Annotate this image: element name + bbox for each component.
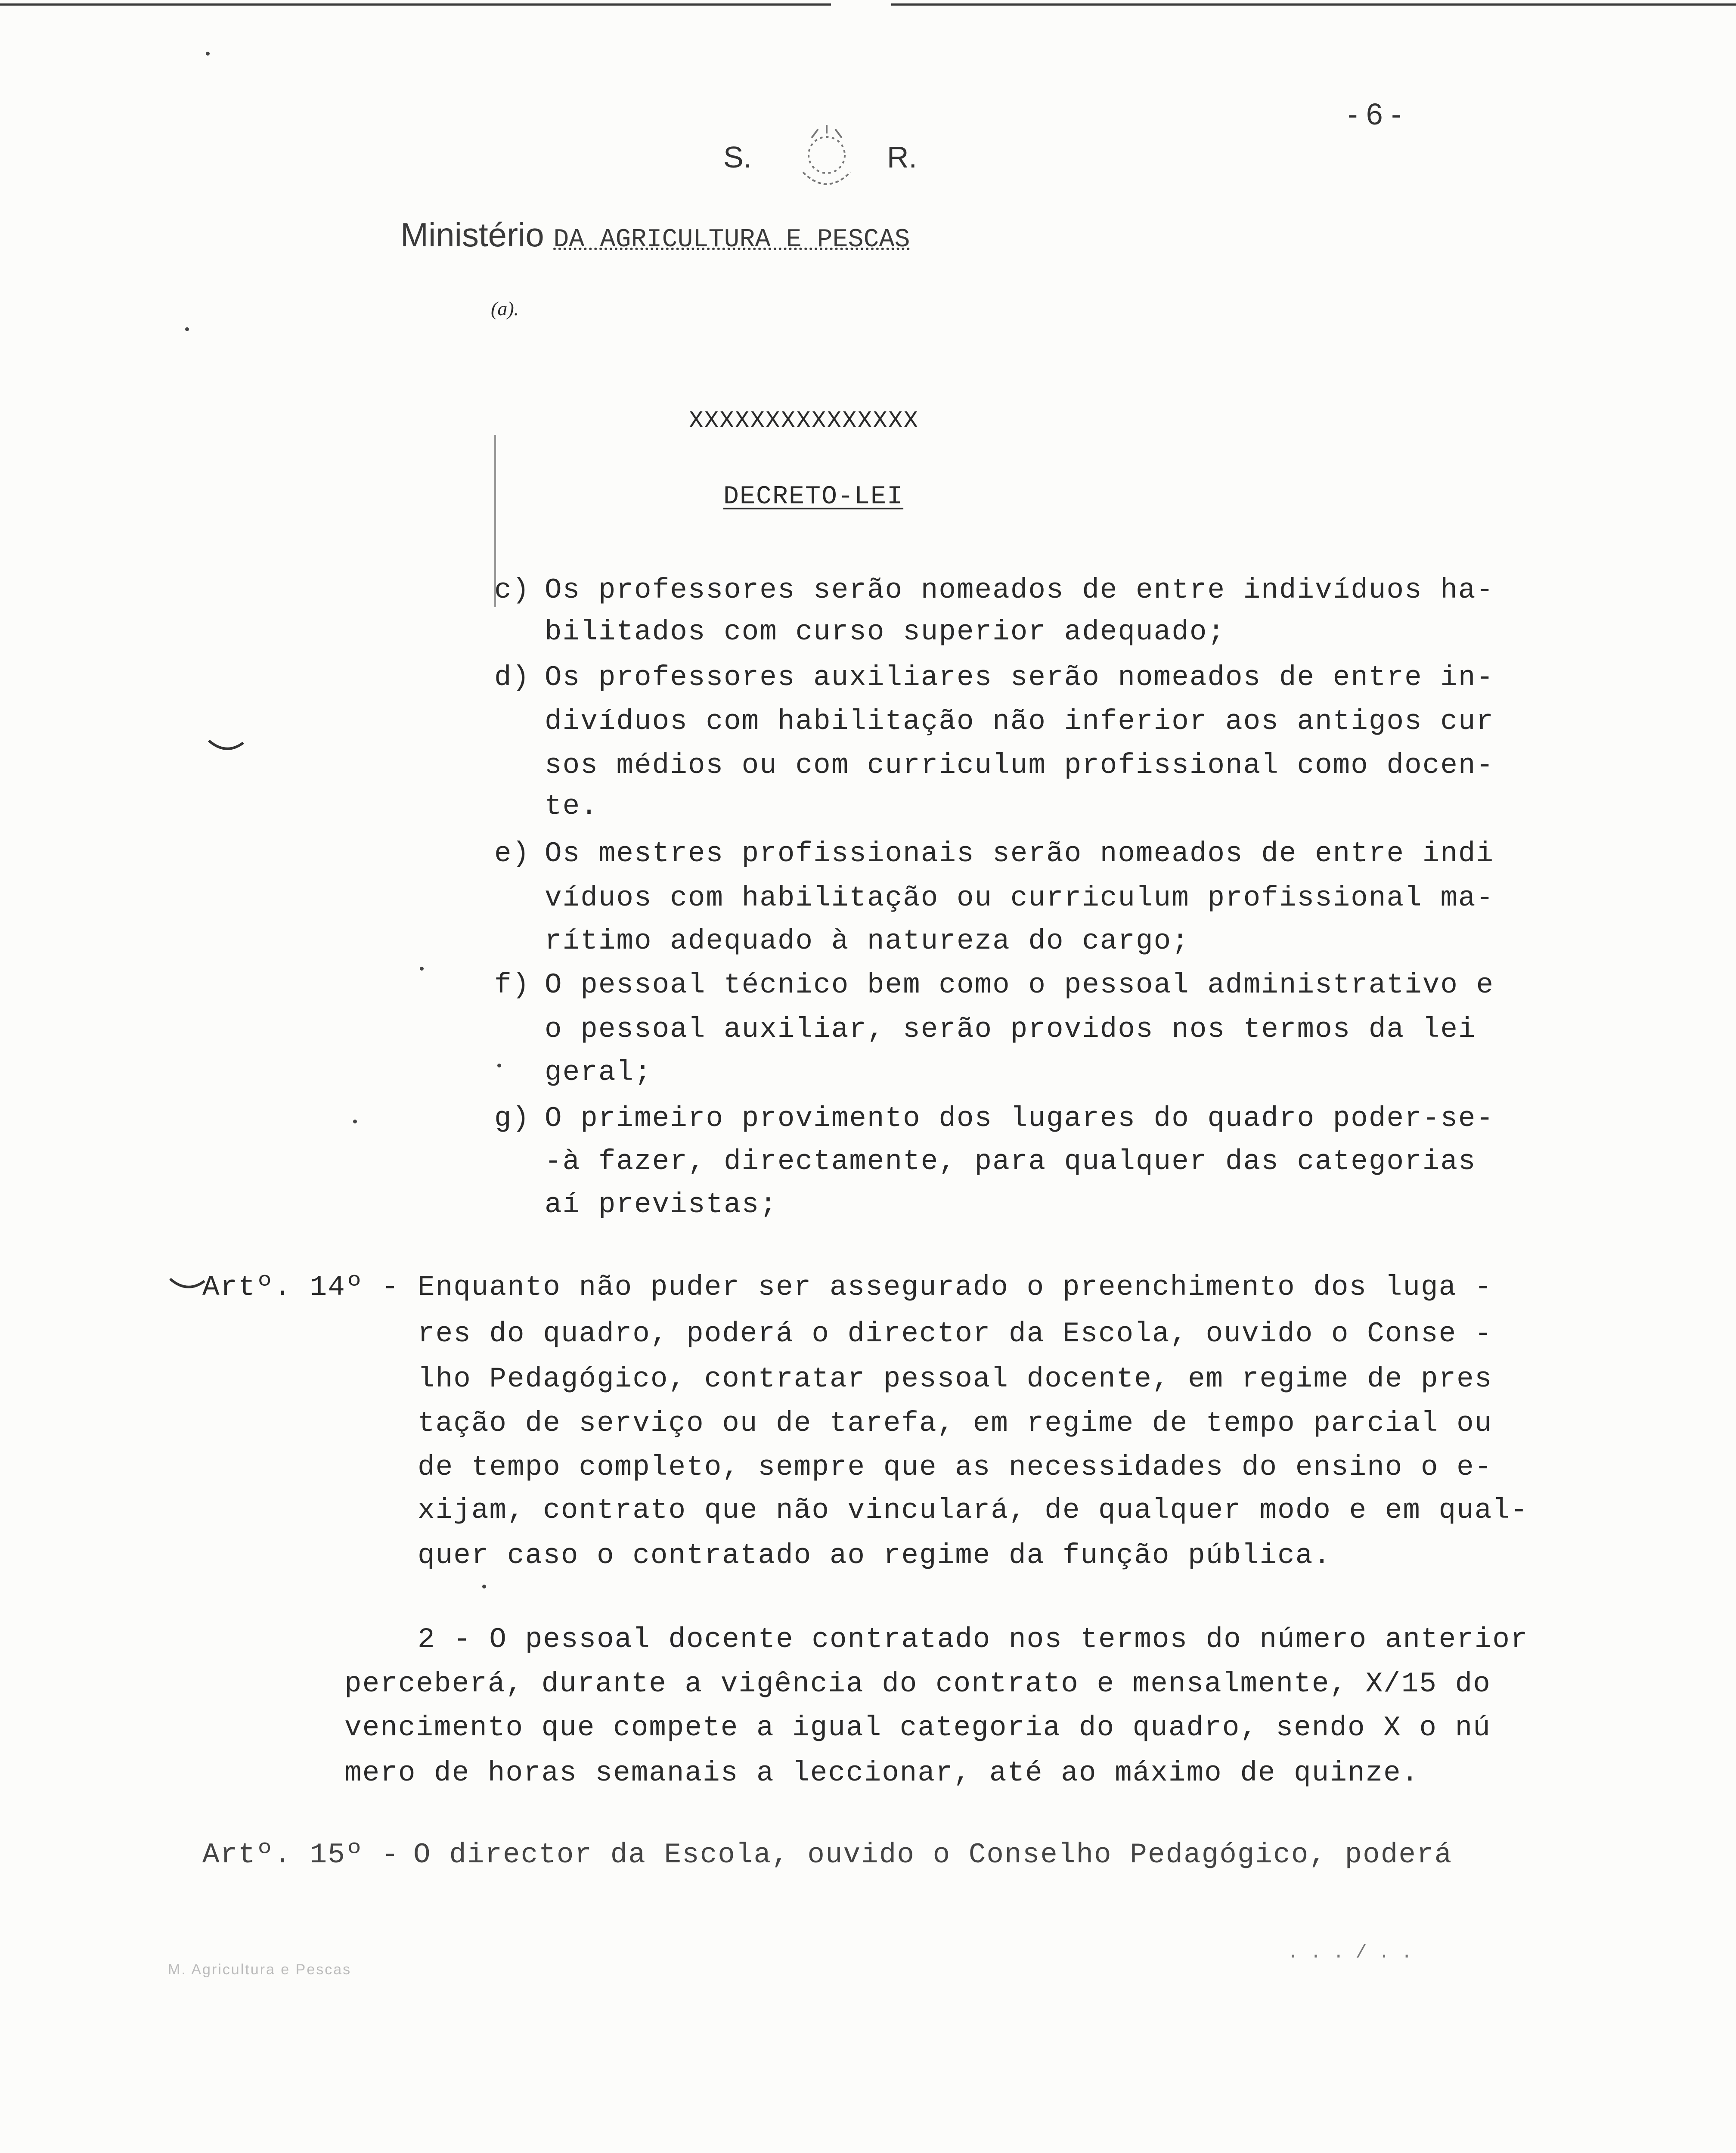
- footer-mark: M. Agricultura e Pescas: [168, 1961, 352, 1978]
- top-rule-right: [891, 3, 1736, 6]
- item-f-letter: f): [494, 969, 530, 1001]
- article-14-line: tação de serviço ou de tarefa, em regime de tempo parcial ou: [418, 1407, 1493, 1439]
- article-14-line: Enquanto não puder ser assegurado o preenchimento dos luga -: [418, 1271, 1493, 1303]
- seal-left-letter: S.: [723, 140, 752, 174]
- item-g-line: O primeiro provimento dos lugares do quadro poder-se-: [545, 1102, 1494, 1135]
- article-14-line: de tempo completo, sempre que as necessidades do ensino o e-: [418, 1451, 1493, 1483]
- item-g-line: aí previstas;: [545, 1188, 778, 1221]
- item-g-letter: g): [494, 1102, 530, 1135]
- item-c-letter: c): [494, 574, 530, 606]
- article-15-label: Artº. 15º -: [202, 1839, 400, 1871]
- item-c-line: bilitados com curso superior adequado;: [545, 616, 1226, 648]
- speck: [482, 1585, 486, 1588]
- seal-right-letter: R.: [887, 140, 917, 174]
- top-rule-left: [0, 3, 831, 6]
- ministry-prefix: Ministério: [400, 216, 544, 254]
- speck: [497, 1064, 501, 1067]
- item-d-line: Os professores auxiliares serão nomeados de entre in-: [545, 661, 1494, 694]
- article-15-text: O director da Escola, ouvido o Conselho Pedagógico, poderá: [413, 1839, 1453, 1871]
- article-14-line: lho Pedagógico, contratar pessoal docente, em regime de pres: [418, 1363, 1493, 1395]
- page-number: - 6 -: [1348, 97, 1401, 131]
- ministry-heading: [400, 215, 910, 254]
- article-14-line: quer caso o contratado ao regime da função pública.: [418, 1539, 1331, 1572]
- article-14-line: res do quadro, poderá o director da Escola, ouvido o Conse -: [418, 1318, 1493, 1350]
- item-d-line: divíduos com habilitação não inferior aos antigos cur: [545, 705, 1494, 738]
- item-d-line: te.: [545, 790, 598, 822]
- speck: [185, 327, 189, 331]
- article-14-para2-line: mero de horas semanais a leccionar, até ao máximo de quinze.: [344, 1757, 1420, 1789]
- coat-of-arms-icon: [786, 121, 868, 198]
- article-14-para2-line: vencimento que compete a igual categoria do quadro, sendo X o nú: [344, 1712, 1491, 1744]
- item-f-line: O pessoal técnico bem como o pessoal administrativo e: [545, 969, 1494, 1001]
- article-14-line: xijam, contrato que não vinculará, de qualquer modo e em qual-: [418, 1494, 1528, 1526]
- ministry-name: DA AGRICULTURA E PESCAS: [553, 225, 910, 254]
- item-g-line: -à fazer, directamente, para qualquer das categorias: [545, 1145, 1476, 1178]
- item-d-line: sos médios ou com curriculum profissional como docen-: [545, 749, 1494, 782]
- item-d-letter: d): [494, 661, 530, 694]
- item-e-letter: e): [494, 838, 530, 870]
- speck: [420, 967, 424, 971]
- item-c-line: Os professores serão nomeados de entre indivíduos ha-: [545, 574, 1494, 606]
- item-e-line: rítimo adequado à natureza do cargo;: [545, 925, 1190, 957]
- speck: [353, 1120, 357, 1123]
- article-14-para2-line: 2 - O pessoal docente contratado nos termos do número anterior: [418, 1623, 1528, 1656]
- margin-tick-mark: [207, 736, 245, 758]
- reference-a: (a).: [491, 298, 519, 320]
- margin-tick-mark: [168, 1275, 207, 1296]
- struck-word: XXXXXXXXXXXXXXX: [689, 407, 919, 434]
- item-f-line: geral;: [545, 1056, 652, 1089]
- item-f-line: o pessoal auxiliar, serão providos nos termos da lei: [545, 1013, 1476, 1045]
- article-14-label: Artº. 14º -: [202, 1271, 400, 1303]
- item-e-line: víduos com habilitação ou curriculum profissional ma-: [545, 882, 1494, 914]
- article-14-para2-line: perceberá, durante a vigência do contrato e mensalmente, X/15 do: [344, 1668, 1491, 1700]
- speck: [206, 52, 210, 56]
- item-e-line: Os mestres profissionais serão nomeados de entre indi: [545, 838, 1494, 870]
- document-title: DECRETO-LEI: [723, 482, 904, 512]
- continuation-mark: . . . / . .: [1287, 1942, 1413, 1964]
